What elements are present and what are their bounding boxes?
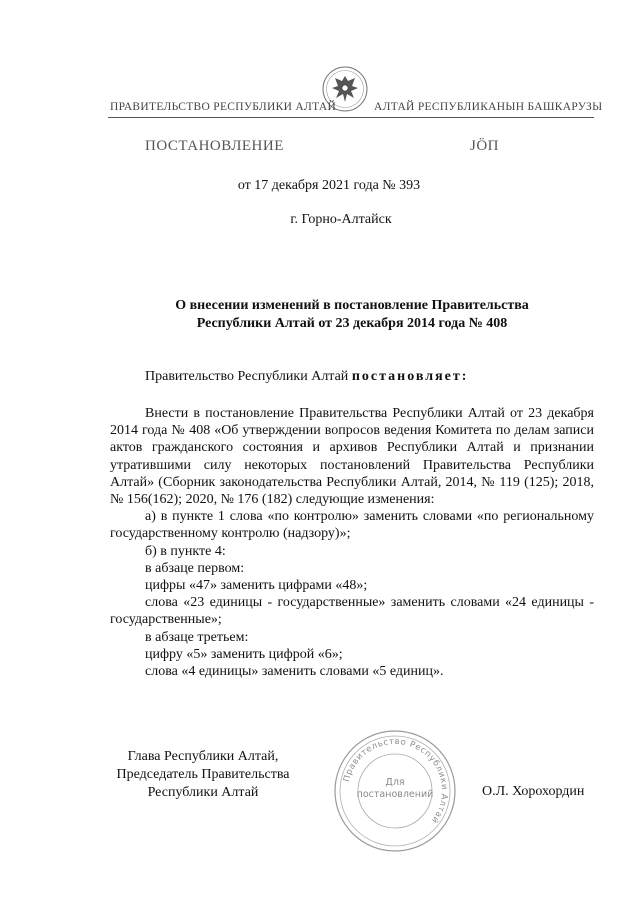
signer-title-line-1: Глава Республики Алтай, [127,749,279,764]
body-paragraph-main: Внести в постановление Правительства Республики Алтай от 23 декабря 2014 года № 408 «Об утверждении вопросов ведения Комитета по делам записи актов гражданского состояния и архивов Республики Алтай и признании утратившими силу некоторых постановлений Правительства Республики Алтай» (Сборник законодательства Республики Алтай, 2014, № 119 (125); 2018, № 156(162); 2020, № 176 (182) следующие изменения: [110,406,594,508]
signer-name: О.Л. Хорохордин [482,784,585,799]
body-paragraph-item-b: б) в пункте 4: [145,543,226,559]
body-paragraph-digit-5: цифру «5» заменить цифрой «6»; [145,646,343,662]
header-government-name: ПРАВИТЕЛЬСТВО РЕСПУБЛИКИ АЛТАЙ [110,101,337,113]
intro-subject: Правительство Республики Алтай [145,369,349,384]
body-paragraph-words-23: слова «23 единицы - государственные» заменить словами «24 единицы - государственные»; [110,595,594,628]
header-divider [108,117,594,118]
intro-line [145,369,468,385]
document-title [110,297,594,333]
body-paragraph-item-a: а) в пункте 1 слова «по контролю» заменить словами «по региональному государственному контролю (надзору)»; [110,509,594,542]
document-body [110,405,594,680]
doc-type-altai: JÖП [470,138,500,154]
document-city: г. Горно-Алтайск [290,212,392,227]
stamp-center-line-2: постановлений [356,789,434,800]
header-government-name-altai: АЛТАЙ РЕСПУБЛИКАНЫН БАШКАРУЗЫ [374,101,603,113]
stamp-center-text [333,777,457,801]
signer-title-line-3: Республики Алтай [147,785,259,800]
body-paragraph-words-4: слова «4 единицы» заменить словами «5 единиц». [145,664,444,680]
document-date-number: от 17 декабря 2021 года № 393 [237,178,421,193]
stamp-ring-text: Правительство Республики Алтай [341,736,450,826]
body-paragraph-first-clause: в абзаце первом: [145,560,245,576]
stamp-center-line-1: Для [385,777,405,788]
doc-type-russian: ПОСТАНОВЛЕНИЕ [145,138,284,154]
signer-title-line-2: Председатель Правительства [116,767,290,782]
document-title-line-2: Республики Алтай от 23 декабря 2014 года № 408 [196,316,508,331]
signer-title-block [108,748,298,802]
document-title-line-1: О внесении изменений в постановление Правительства [175,298,529,313]
body-paragraph-third-clause: в абзаце третьем: [145,629,249,645]
intro-verb: постановляет: [351,369,469,384]
body-paragraph-digits-47: цифры «47» заменить цифрами «48»; [145,578,368,594]
